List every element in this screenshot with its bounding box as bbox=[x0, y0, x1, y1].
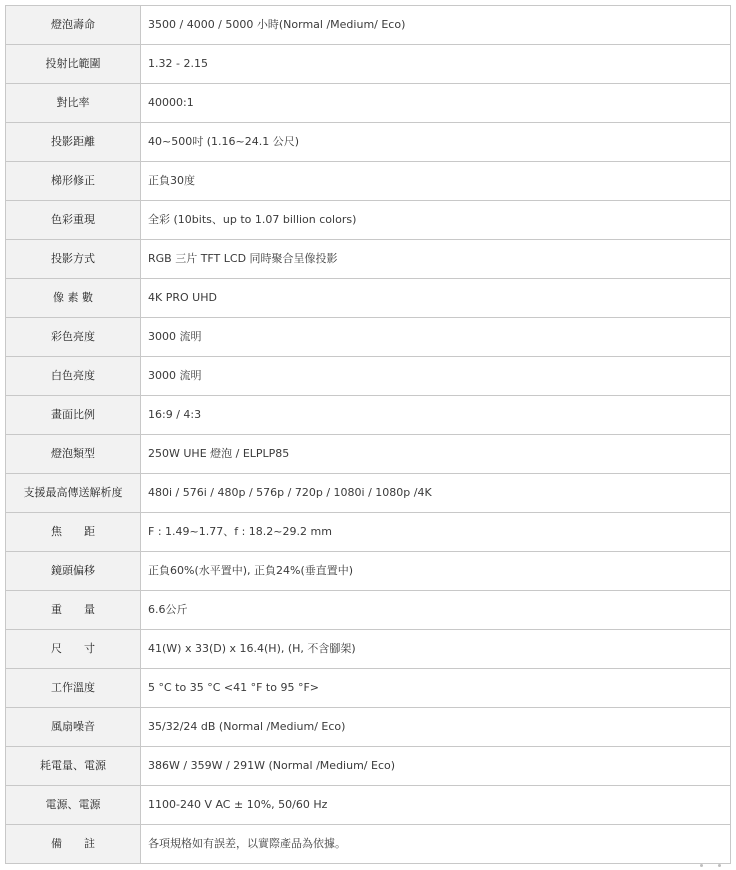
spec-value: 5 °C to 35 °C <41 °F to 95 °F> bbox=[141, 669, 731, 708]
spec-value: 正負60%(水平置中), 正負24%(垂直置中) bbox=[141, 552, 731, 591]
spec-value: 35/32/24 dB (Normal /Medium/ Eco) bbox=[141, 708, 731, 747]
spec-value: 1.32 - 2.15 bbox=[141, 45, 731, 84]
decorative-dots bbox=[698, 864, 724, 868]
spec-label: 工作溫度 bbox=[6, 669, 141, 708]
spec-label: 鏡頭偏移 bbox=[6, 552, 141, 591]
spec-row bbox=[6, 162, 731, 201]
spec-value: 480i / 576i / 480p / 576p / 720p / 1080i / 1080p /4K bbox=[141, 474, 731, 513]
spec-row bbox=[6, 474, 731, 513]
spec-label: 彩色亮度 bbox=[6, 318, 141, 357]
spec-value: 1100-240 V AC ± 10%, 50/60 Hz bbox=[141, 786, 731, 825]
spec-label: 對比率 bbox=[6, 84, 141, 123]
spec-row bbox=[6, 84, 731, 123]
spec-value: 40~500吋 (1.16~24.1 公尺) bbox=[141, 123, 731, 162]
spec-row bbox=[6, 201, 731, 240]
spec-label: 尺 寸 bbox=[6, 630, 141, 669]
spec-label: 支援最高傳送解析度 bbox=[6, 474, 141, 513]
spec-label: 梯形修正 bbox=[6, 162, 141, 201]
spec-label: 燈泡壽命 bbox=[6, 6, 141, 45]
spec-value: 16:9 / 4:3 bbox=[141, 396, 731, 435]
spec-row bbox=[6, 825, 731, 864]
spec-label: 焦 距 bbox=[6, 513, 141, 552]
spec-value: 正負30度 bbox=[141, 162, 731, 201]
spec-row bbox=[6, 786, 731, 825]
spec-label: 投影距離 bbox=[6, 123, 141, 162]
spec-label: 白色亮度 bbox=[6, 357, 141, 396]
spec-label: 備 註 bbox=[6, 825, 141, 864]
spec-label: 色彩重現 bbox=[6, 201, 141, 240]
spec-label: 電源、電源 bbox=[6, 786, 141, 825]
spec-value: 全彩 (10bits、up to 1.07 billion colors) bbox=[141, 201, 731, 240]
spec-row bbox=[6, 45, 731, 84]
spec-row bbox=[6, 318, 731, 357]
spec-value: F : 1.49~1.77、f : 18.2~29.2 mm bbox=[141, 513, 731, 552]
spec-value: 250W UHE 燈泡 / ELPLP85 bbox=[141, 435, 731, 474]
spec-label: 耗電量、電源 bbox=[6, 747, 141, 786]
spec-row bbox=[6, 591, 731, 630]
spec-row bbox=[6, 552, 731, 591]
spec-label: 像 素 數 bbox=[6, 279, 141, 318]
spec-value: 3000 流明 bbox=[141, 357, 731, 396]
spec-row bbox=[6, 6, 731, 45]
spec-value: 各項規格如有誤差，以實際產品為依據。 bbox=[141, 825, 731, 864]
spec-label: 風扇噪音 bbox=[6, 708, 141, 747]
spec-row bbox=[6, 240, 731, 279]
spec-label: 燈泡類型 bbox=[6, 435, 141, 474]
spec-value: 6.6公斤 bbox=[141, 591, 731, 630]
spec-label: 投影方式 bbox=[6, 240, 141, 279]
spec-label: 重 量 bbox=[6, 591, 141, 630]
spec-table bbox=[5, 5, 731, 864]
spec-row bbox=[6, 357, 731, 396]
spec-value: 3500 / 4000 / 5000 小時(Normal /Medium/ Eco) bbox=[141, 6, 731, 45]
spec-label: 投射比範圍 bbox=[6, 45, 141, 84]
spec-value: 40000:1 bbox=[141, 84, 731, 123]
spec-row bbox=[6, 435, 731, 474]
spec-table-body bbox=[6, 6, 731, 864]
spec-row bbox=[6, 669, 731, 708]
spec-row bbox=[6, 123, 731, 162]
spec-row bbox=[6, 630, 731, 669]
spec-value: 4K PRO UHD bbox=[141, 279, 731, 318]
spec-row bbox=[6, 747, 731, 786]
spec-value: 41(W) x 33(D) x 16.4(H), (H, 不含腳架) bbox=[141, 630, 731, 669]
spec-value: 386W / 359W / 291W (Normal /Medium/ Eco) bbox=[141, 747, 731, 786]
spec-row bbox=[6, 396, 731, 435]
spec-value: 3000 流明 bbox=[141, 318, 731, 357]
spec-label: 畫面比例 bbox=[6, 396, 141, 435]
spec-value: RGB 三片 TFT LCD 同時聚合呈像投影 bbox=[141, 240, 731, 279]
spec-row bbox=[6, 708, 731, 747]
spec-row bbox=[6, 279, 731, 318]
spec-row bbox=[6, 513, 731, 552]
